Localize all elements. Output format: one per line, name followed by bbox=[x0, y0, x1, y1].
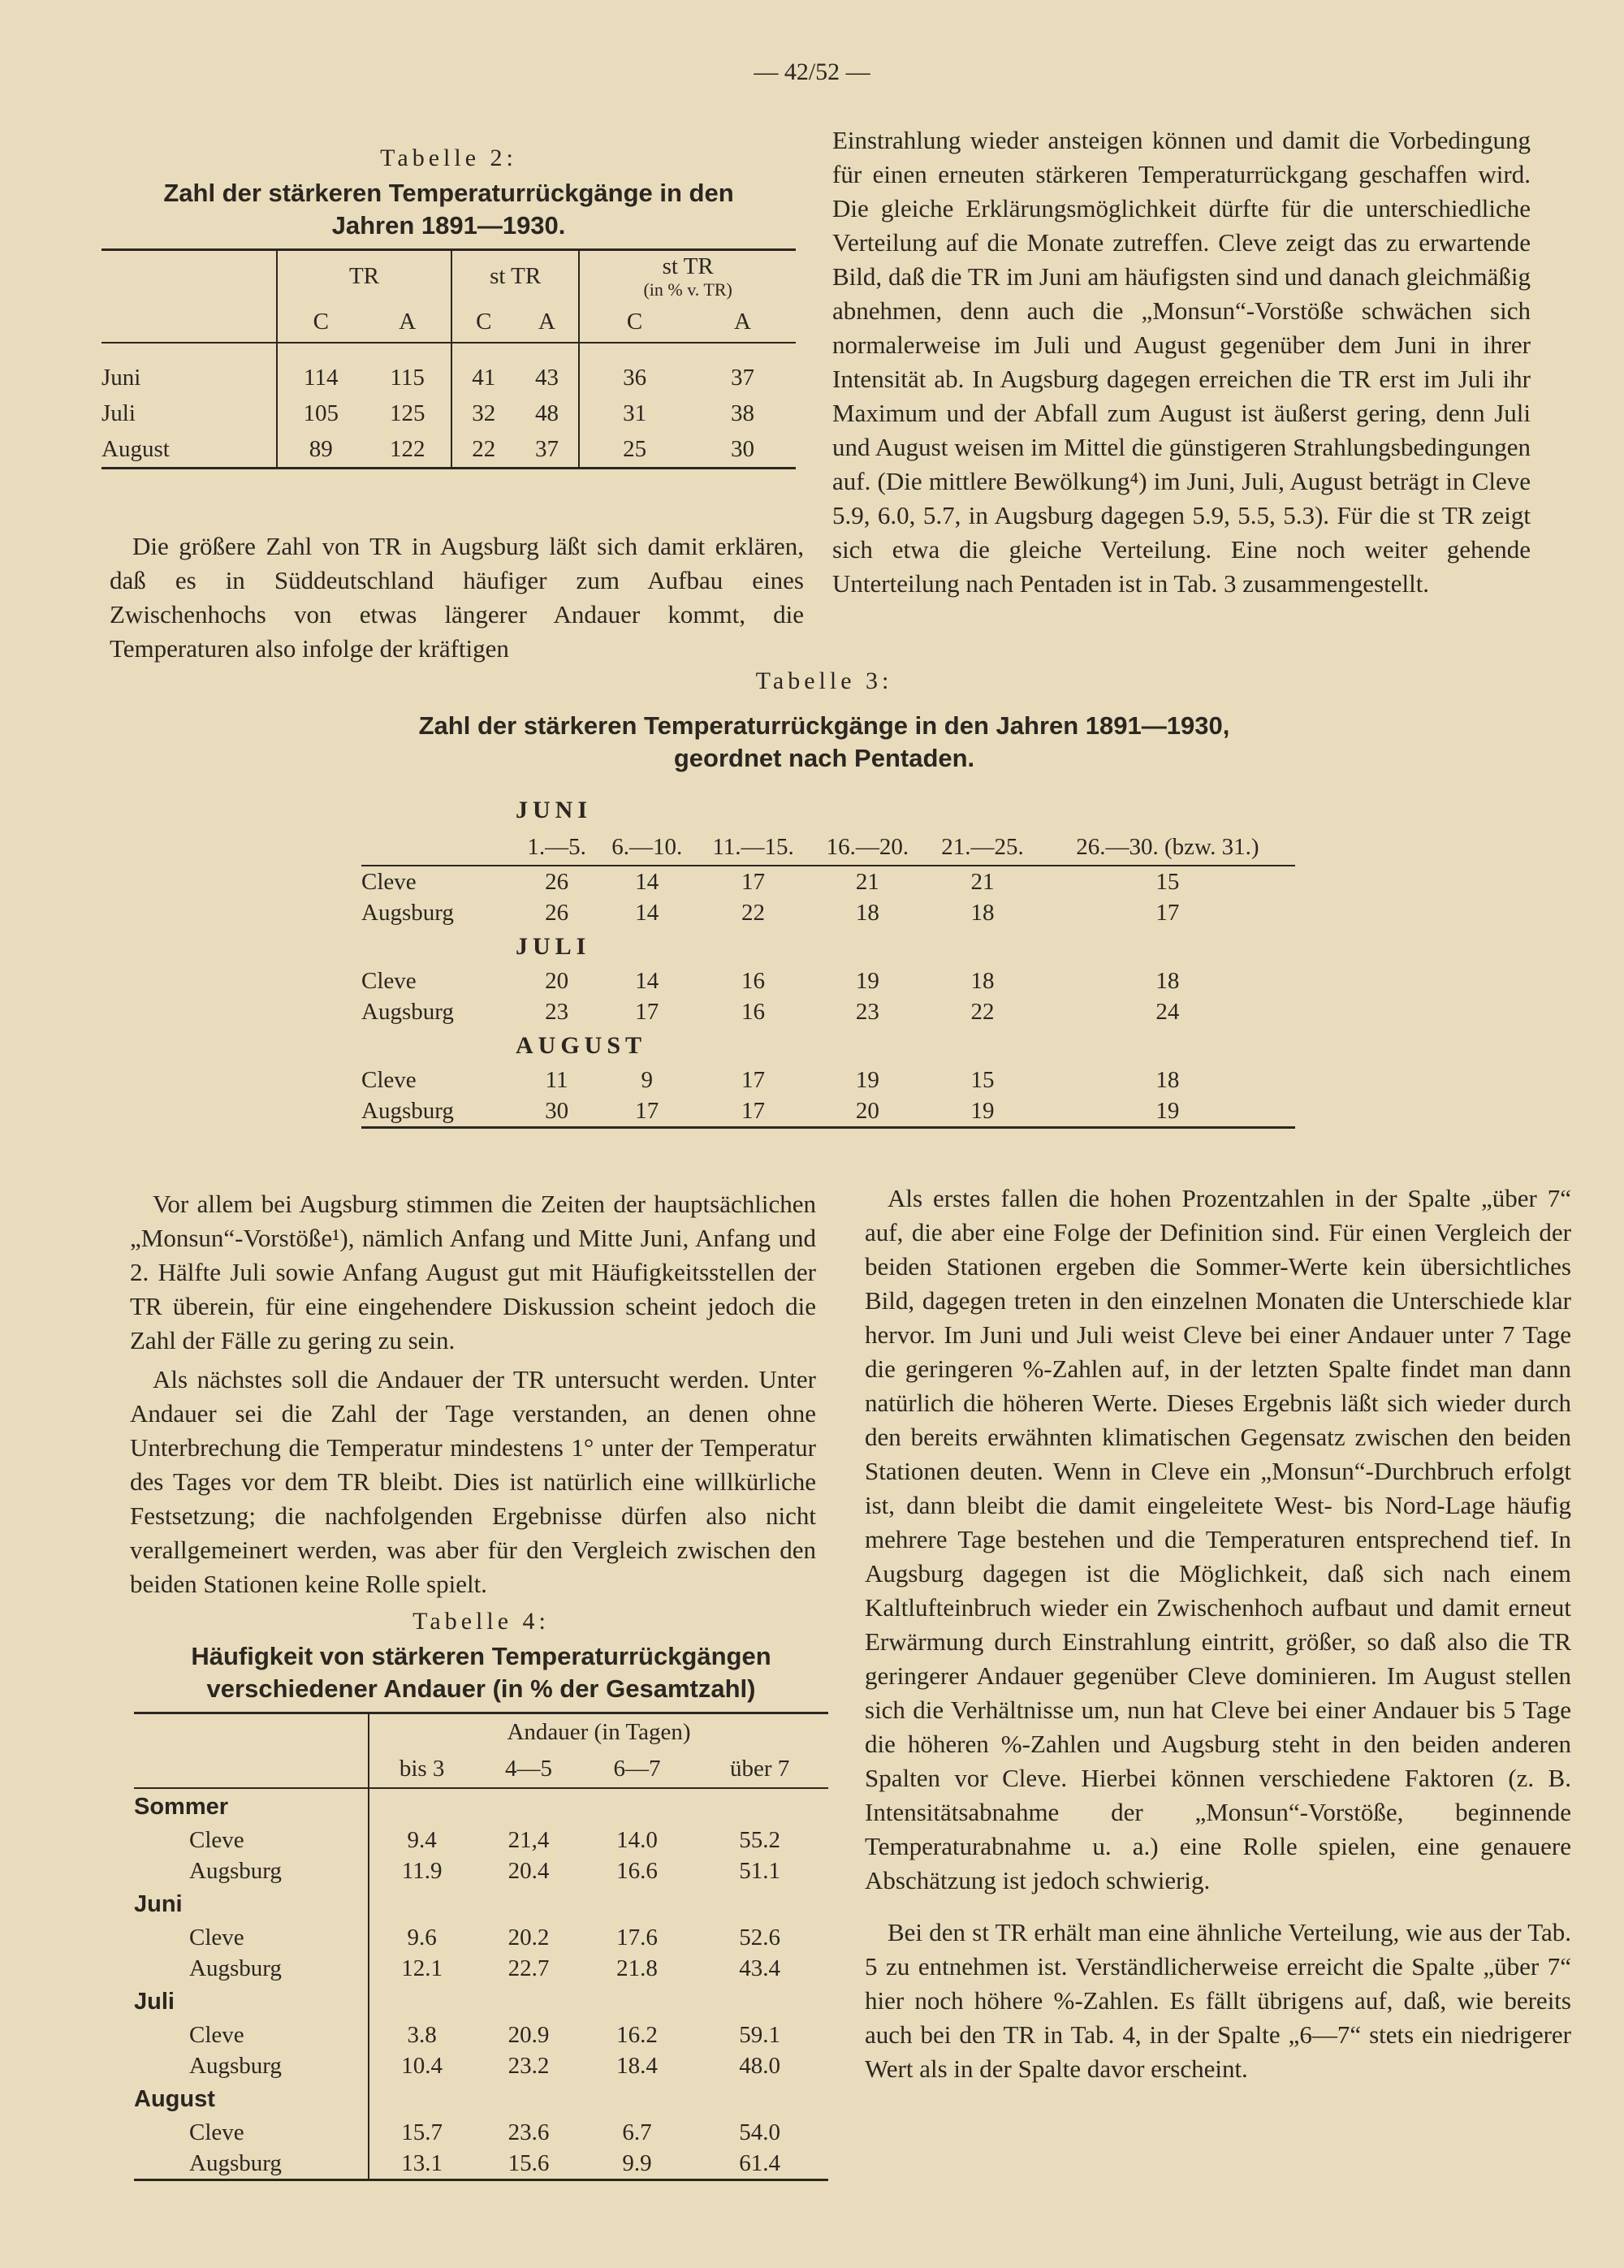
cell: 18.4 bbox=[616, 2052, 658, 2079]
pentad-header: 16.—20. bbox=[810, 829, 926, 866]
cell: 11.9 bbox=[369, 1855, 474, 1886]
cell: 37 bbox=[516, 431, 580, 469]
row-label: Cleve bbox=[361, 868, 417, 895]
cell: 9.6 bbox=[369, 1922, 474, 1953]
cell: 21,4 bbox=[508, 1826, 550, 1853]
cell: 18 bbox=[1155, 967, 1180, 994]
cell: 18 bbox=[855, 899, 879, 926]
table-row bbox=[361, 1065, 1295, 1095]
t2-sub-a: A bbox=[516, 301, 580, 343]
table-row bbox=[102, 395, 796, 431]
cell: 26 bbox=[545, 899, 569, 926]
table-4 bbox=[134, 1712, 828, 2181]
season-label: Sommer bbox=[134, 1793, 229, 1820]
cell: 23 bbox=[545, 998, 569, 1025]
paragraph-left-2b: Als nächstes soll die Andauer der TR untersucht werden. Unter Andauer sei die Zahl der Tage verstanden, an denen ohne Unterbrechung die Temperatur mindestens 1° unter der Temperatur des Tages vor dem TR bleibt. Dies ist natürlich eine willkürliche Festsetzung; die nachfolgenden Ergebnisse dürfen also nicht verallgemeinert werden, was aber für den Vergleich zwischen den beiden Stationen keine Rolle spielt. bbox=[130, 1365, 816, 1598]
t4-col-header: 6—7 bbox=[583, 1750, 692, 1788]
row-label: Juni bbox=[102, 364, 141, 391]
pentad-header: 21.—25. bbox=[925, 829, 1040, 866]
cell: 54.0 bbox=[739, 2119, 780, 2145]
cell: 13.1 bbox=[369, 2148, 474, 2180]
cell: 14 bbox=[635, 899, 659, 926]
row-label: Cleve bbox=[189, 2021, 244, 2048]
cell: 51.1 bbox=[739, 1857, 780, 1884]
table-4-title-line2: verschiedener Andauer (in % der Gesamtzahl) bbox=[206, 1674, 756, 1703]
t2-header-sttr-pct-sub: (in % v. TR) bbox=[643, 279, 732, 300]
cell: 17 bbox=[696, 1095, 810, 1128]
cell: 15.7 bbox=[369, 2117, 474, 2148]
cell: 9.9 bbox=[622, 2149, 652, 2176]
cell: 59.1 bbox=[739, 2021, 780, 2048]
season-label: Juni bbox=[134, 1890, 183, 1917]
table-2 bbox=[102, 248, 796, 469]
t2-sub-a: A bbox=[689, 301, 796, 343]
cell: 22.7 bbox=[508, 1955, 550, 1981]
table-4-title-line1: Häufigkeit von stärkeren Temperaturrückgängen bbox=[191, 1642, 771, 1670]
table-row bbox=[134, 2148, 828, 2180]
cell: 11 bbox=[545, 1066, 568, 1093]
table-3-caption: Tabelle 3: bbox=[755, 667, 893, 694]
row-label: Cleve bbox=[361, 1066, 417, 1093]
cell: 43 bbox=[534, 364, 559, 391]
cell: 23.6 bbox=[508, 2119, 550, 2145]
table-row bbox=[361, 996, 1295, 1027]
cell: 105 bbox=[277, 395, 364, 431]
table-row bbox=[361, 866, 1295, 897]
cell: 21.8 bbox=[616, 1955, 658, 1981]
row-label: Cleve bbox=[189, 2119, 244, 2145]
cell: 48.0 bbox=[739, 2052, 780, 2079]
month-label-august: AUGUST bbox=[516, 1032, 647, 1059]
row-label: Augsburg bbox=[361, 1095, 516, 1128]
cell: 19 bbox=[855, 1066, 879, 1093]
cell: 15 bbox=[970, 1066, 995, 1093]
cell: 15 bbox=[1155, 868, 1180, 895]
cell: 17 bbox=[635, 998, 659, 1025]
t2-sub-c: C bbox=[451, 301, 516, 343]
table-row bbox=[361, 897, 1295, 928]
table-2-title: Zahl der stärkeren Temperaturrückgänge in den Jahren 1891—1930. bbox=[163, 179, 734, 240]
table-row bbox=[134, 2050, 828, 2081]
cell: 15.6 bbox=[508, 2149, 550, 2176]
cell: 20.4 bbox=[508, 1857, 550, 1884]
table-3-title-line2: geordnet nach Pentaden. bbox=[673, 744, 975, 772]
cell: 3.8 bbox=[369, 2020, 474, 2050]
row-label: Augsburg bbox=[189, 2149, 282, 2176]
cell: 17 bbox=[741, 1066, 766, 1093]
table-row bbox=[134, 1825, 828, 1855]
cell: 21 bbox=[855, 868, 879, 895]
cell: 23 bbox=[855, 998, 879, 1025]
t4-col-header: 4—5 bbox=[474, 1750, 583, 1788]
cell: 32 bbox=[451, 395, 516, 431]
cell: 52.6 bbox=[739, 1924, 780, 1950]
cell: 21 bbox=[970, 868, 995, 895]
season-label: August bbox=[134, 2085, 215, 2112]
t2-header-tr: TR bbox=[277, 250, 451, 302]
t2-sub-a: A bbox=[364, 301, 451, 343]
cell: 19 bbox=[1040, 1095, 1295, 1128]
cell: 61.4 bbox=[739, 2149, 780, 2176]
cell: 24 bbox=[1155, 998, 1180, 1025]
cell: 18 bbox=[1155, 1066, 1180, 1093]
cell: 38 bbox=[730, 400, 754, 426]
row-label: August bbox=[102, 431, 277, 469]
month-label-juli: JULI bbox=[516, 933, 591, 960]
cell: 14 bbox=[635, 868, 659, 895]
t4-col-header: bis 3 bbox=[369, 1750, 474, 1788]
pentad-header: 11.—15. bbox=[696, 829, 810, 866]
cell: 20 bbox=[545, 967, 569, 994]
pentad-header: 6.—10. bbox=[598, 829, 696, 866]
cell: 16 bbox=[741, 998, 766, 1025]
cell: 9.4 bbox=[369, 1825, 474, 1855]
table-row bbox=[134, 1855, 828, 1886]
table-row bbox=[134, 1922, 828, 1953]
table-row bbox=[361, 1095, 1295, 1128]
cell: 6.7 bbox=[622, 2119, 652, 2145]
cell: 18 bbox=[970, 967, 995, 994]
cell: 16.6 bbox=[616, 1857, 658, 1884]
cell: 43.4 bbox=[739, 1955, 780, 1981]
row-label: Cleve bbox=[361, 967, 417, 994]
cell: 17.6 bbox=[616, 1924, 658, 1950]
row-label: Augsburg bbox=[361, 899, 454, 926]
cell: 17 bbox=[741, 868, 766, 895]
cell: 48 bbox=[534, 400, 559, 426]
pentad-header: 26.—30. (bzw. 31.) bbox=[1040, 829, 1295, 866]
pentad-header: 1.—5. bbox=[516, 829, 598, 866]
row-label: Augsburg bbox=[189, 1955, 282, 1981]
row-label: Augsburg bbox=[189, 1857, 282, 1884]
row-label: Cleve bbox=[189, 1826, 244, 1853]
cell: 12.1 bbox=[369, 1953, 474, 1984]
cell: 36 bbox=[579, 360, 689, 395]
cell: 14 bbox=[635, 967, 659, 994]
paragraph-right-1: Einstrahlung wieder ansteigen können und damit die Vorbedingung für einen erneuten stärkeren Temperaturrückgang geschaffen wird. Die gleiche Erklärungsmöglichkeit dürfte für die unterschiedliche Verteilung auf die Monate zutreffen. Cleve zeigt das zu erwartende Bild, daß die TR im Juni am häufigsten sind und danach gleichmäßig abnehmen, denn auch die „Monsun“-Vorstöße schwächen sich normalerweise im Juli und August gegenüber dem Juni in ihrer Intensität ab. In Augsburg dagegen erreichen die TR erst im Juli ihr Maximum und der Abfall zum August ist äußerst gering, denn Juli und August weisen im Mittel die günstigeren Strahlungsbedingungen auf. (Die mittlere Bewölkung⁴) im Juni, Juli, August beträgt in Cleve 5.9, 6.0, 5.7, in Augsburg dagegen 5.9, 5.5, 5.3). Für die st TR zeigt sich etwa die gleiche Verteilung. Eine noch weiter gehende Unterteilung nach Pentaden ist in Tab. 3 zusammengestellt. bbox=[832, 126, 1531, 598]
cell: 14.0 bbox=[616, 1826, 658, 1853]
cell: 115 bbox=[390, 364, 425, 391]
cell: 16.2 bbox=[616, 2021, 658, 2048]
row-label: Augsburg bbox=[189, 2052, 282, 2079]
table-2-caption: Tabelle 2: bbox=[380, 145, 517, 171]
paragraph-right-2b: Bei den st TR erhält man eine ähnliche Verteilung, wie aus der Tab. 5 zu entnehmen ist. Verständlicherweise erreicht die Spalte „über 7“ hier noch höhere %-Zahlen. Es fällt übrigens auf, daß, wie bereits auch bei den TR in Tab. 4, in der Spalte „6—7“ stets ein niedrigerer Wert als in der Spalte davor erscheint. bbox=[865, 1918, 1571, 2083]
cell: 114 bbox=[277, 360, 364, 395]
t2-sub-c: C bbox=[277, 301, 364, 343]
page-number: — 42/52 — bbox=[754, 58, 870, 85]
table-row bbox=[361, 966, 1295, 996]
cell: 19 bbox=[855, 967, 879, 994]
cell: 17 bbox=[598, 1095, 696, 1128]
paragraph-left-2a: Vor allem bei Augsburg stimmen die Zeiten der hauptsächlichen „Monsun“-Vorstöße¹), nämlich Anfang und Mitte Juni, Anfang und 2. Hälfte Juli sowie Anfang August gut mit Häufigkeitsstellen der TR überein, für eine eingehendere Diskussion scheint jedoch die Zahl der Fälle zu gering zu sein. bbox=[130, 1190, 816, 1354]
paragraph-left-2 bbox=[130, 1187, 816, 1601]
cell: 19 bbox=[925, 1095, 1040, 1128]
table-4-block bbox=[134, 1608, 828, 2181]
cell: 22 bbox=[451, 431, 516, 469]
t2-sub-c: C bbox=[579, 301, 689, 343]
season-label: Juli bbox=[134, 1988, 175, 2015]
table-3-heading bbox=[357, 667, 1291, 775]
cell: 16 bbox=[741, 967, 766, 994]
cell: 9 bbox=[641, 1066, 654, 1093]
cell: 89 bbox=[277, 431, 364, 469]
table-row bbox=[134, 1953, 828, 1984]
table-3-title-line1: Zahl der stärkeren Temperaturrückgänge in den Jahren 1891—1930, bbox=[418, 711, 1230, 740]
t4-group-header: Andauer (in Tagen) bbox=[369, 1713, 828, 1751]
cell: 20.9 bbox=[508, 2021, 550, 2048]
cell: 55.2 bbox=[739, 1826, 780, 1853]
cell: 26 bbox=[545, 868, 569, 895]
cell: 18 bbox=[970, 899, 995, 926]
cell: 20 bbox=[810, 1095, 926, 1128]
table-row bbox=[102, 360, 796, 395]
table-2-block bbox=[102, 145, 796, 469]
cell: 30 bbox=[689, 431, 796, 469]
table-row bbox=[134, 2020, 828, 2050]
cell: 31 bbox=[579, 395, 689, 431]
t2-header-sttr-pct bbox=[579, 250, 796, 302]
row-label: Juli bbox=[102, 400, 136, 426]
cell: 30 bbox=[516, 1095, 598, 1128]
table-row bbox=[102, 431, 796, 469]
cell: 22 bbox=[741, 899, 766, 926]
cell: 20.2 bbox=[508, 1924, 550, 1950]
paragraph-right-2a: Als erstes fallen die hohen Prozentzahlen in der Spalte „über 7“ auf, die aber eine Folge der Definition sind. Für einen Vergleich der beiden Stationen ergeben die Sommer-Werte kein übersichtliches Bild, dagegen treten in den einzelnen Monaten die Unterschiede klar hervor. Im Juni und Juli weist Cleve bei einer Andauer unter 7 Tage die geringeren %-Zahlen auf, in der letzten Spalte findet man dann natürlich die höheren Werte. Dieses Ergebnis läßt sich wieder durch den bereits erwähnten klimatischen Gegensatz zwischen den beiden Stationen deuten. Wenn in Cleve ein „Monsun“-Durchbruch erfolgt ist, dann bleibt die damit eingeleitete West- bis Nord-Lage häufig mehrere Tage bestehen und die Temperaturen entsprechend tief. In Augsburg dagegen ist die Möglichkeit, daß sich nach einem Kaltlufteinbruch wieder ein Zwischenhoch aufbaut und damit erneut Erwärmung durch Einstrahlung eintritt, größer, so daß also die TR geringerer Andauer gegenüber Cleve dominieren. Im August stellen sich die Verhältnisse um, nun hat Cleve bei einer Andauer bis 5 Tage die höheren %-Zahlen und Augsburg steht in den beiden anderen Spalten vor Cleve. Hierbei können verschiedene Faktoren (z. B. Intensitätsabnahme der „Monsun“-Vorstöße, beginnende Temperaturabnahme u. a.) eine Rolle spielen, eine genauere Abschätzung ist jedoch schwierig. bbox=[865, 1184, 1571, 1894]
cell: 25 bbox=[579, 431, 689, 469]
table-4-caption: Tabelle 4: bbox=[412, 1608, 550, 1635]
cell: 10.4 bbox=[369, 2050, 474, 2081]
t4-col-header: über 7 bbox=[691, 1750, 828, 1788]
row-label: Augsburg bbox=[361, 998, 454, 1025]
t2-header-sttr-pct-main: st TR bbox=[662, 253, 714, 279]
table-row bbox=[134, 2117, 828, 2148]
cell: 37 bbox=[730, 364, 754, 391]
paragraph-left-1: Die größere Zahl von TR in Augsburg läßt sich damit erklären, daß es in Süddeutschland häufiger zum Aufbau eines Zwischenhochs von etwas längerer Andauer kommt, die Temperaturen also infolge der kräftigen bbox=[110, 532, 804, 663]
cell: 17 bbox=[1155, 899, 1180, 926]
cell: 23.2 bbox=[508, 2052, 550, 2079]
t2-header-sttr: st TR bbox=[451, 250, 579, 302]
cell: 41 bbox=[451, 360, 516, 395]
cell: 122 bbox=[364, 431, 451, 469]
row-label: Cleve bbox=[189, 1924, 244, 1950]
table-3 bbox=[361, 792, 1295, 1129]
month-label-juni: JUNI bbox=[516, 797, 593, 823]
cell: 22 bbox=[970, 998, 995, 1025]
paragraph-right-2 bbox=[865, 1182, 1571, 2086]
cell: 125 bbox=[389, 400, 425, 426]
